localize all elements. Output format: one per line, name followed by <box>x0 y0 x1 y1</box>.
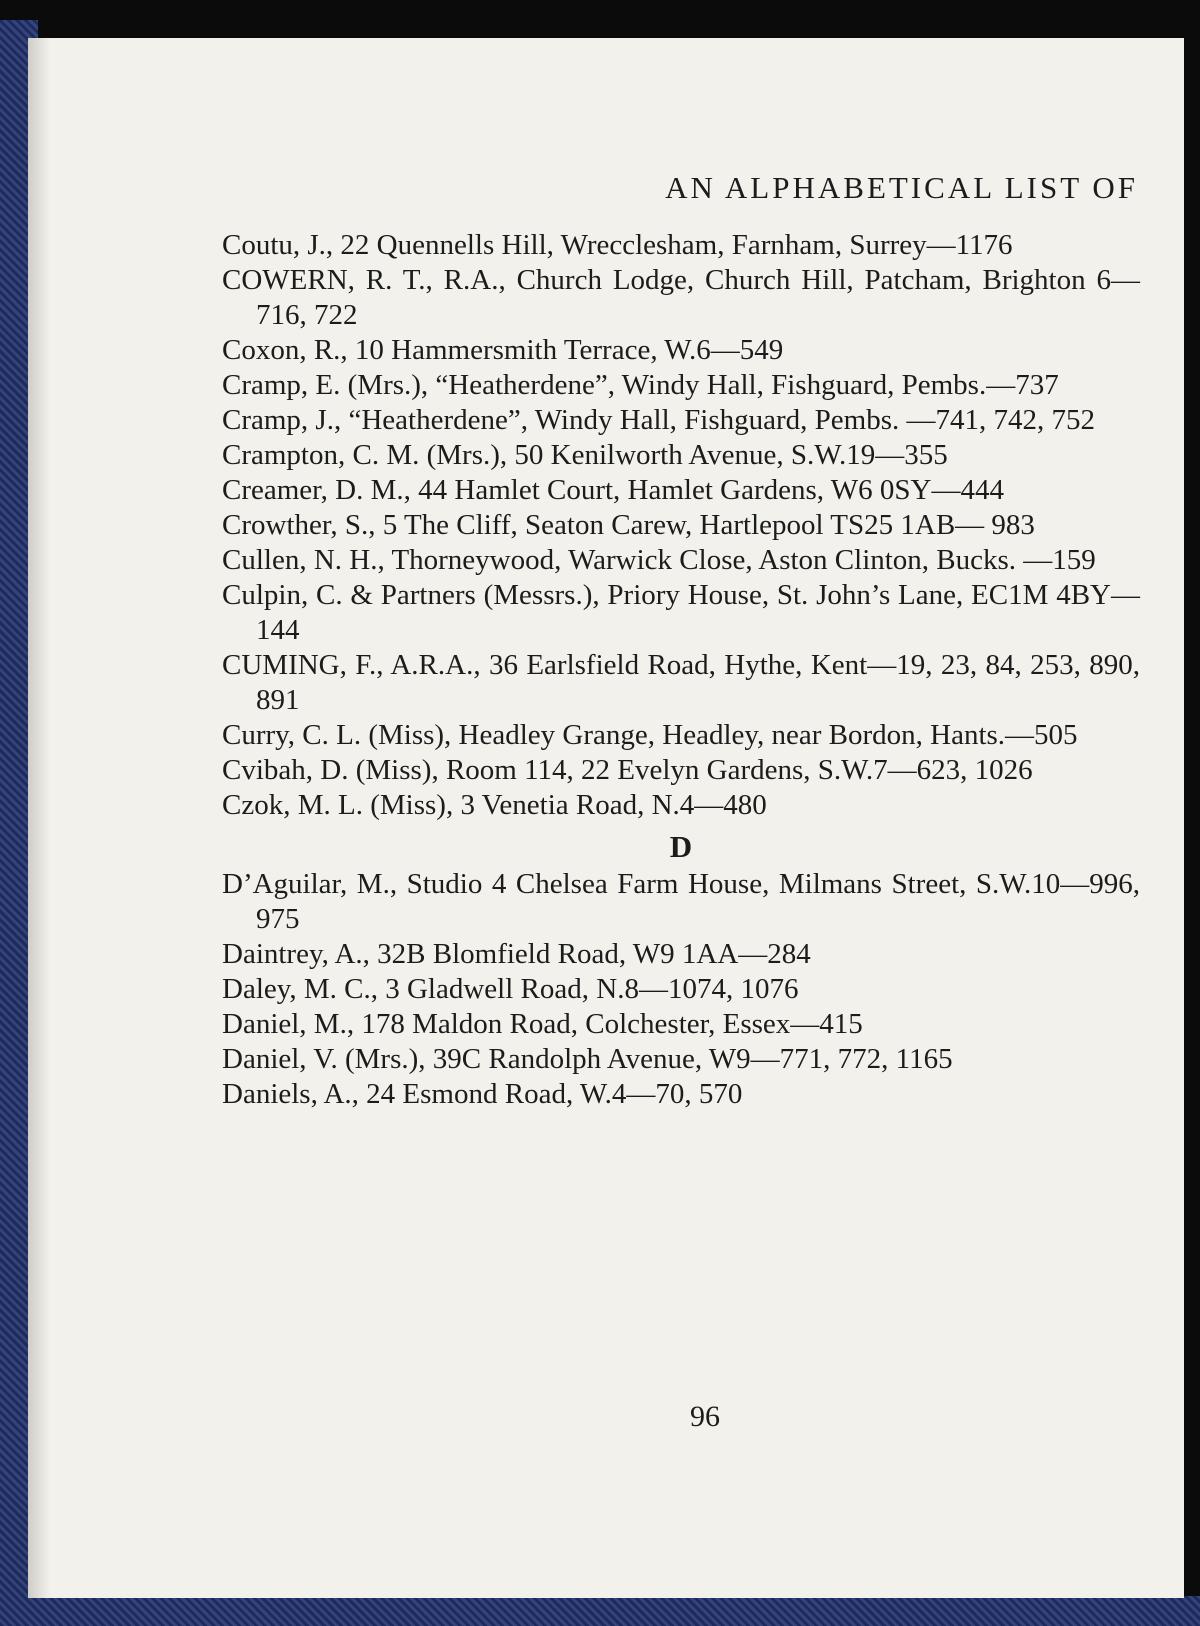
list-entry: D’Aguilar, M., Studio 4 Chelsea Farm House, Milmans Street, S.W.10—996, 975 <box>222 868 1140 935</box>
list-entry: Cvibah, D. (Miss), Room 114, 22 Evelyn Gardens, S.W.7—623, 1026 <box>222 754 1033 786</box>
page-number: 96 <box>690 1400 720 1433</box>
list-entry: Creamer, D. M., 44 Hamlet Court, Hamlet Gardens, W6 0SY—444 <box>222 474 1004 506</box>
page-content <box>222 170 1140 1112</box>
page-gutter-shadow <box>28 38 50 1598</box>
list-entry: Czok, M. L. (Miss), 3 Venetia Road, N.4—480 <box>222 789 767 821</box>
list-entry: Daintrey, A., 32B Blomfield Road, W9 1AA—284 <box>222 938 811 970</box>
list-entry: Cullen, N. H., Thorneywood, Warwick Close, Aston Clinton, Bucks. —159 <box>222 544 1096 576</box>
list-entry: Coxon, R., 10 Hammersmith Terrace, W.6—549 <box>222 334 784 366</box>
list-entry: Cramp, J., “Heatherdene”, Windy Hall, Fishguard, Pembs. —741, 742, 752 <box>222 404 1095 436</box>
entries-c-list <box>222 228 1140 823</box>
section-heading-d: D <box>669 829 693 864</box>
list-entry: COWERN, R. T., R.A., Church Lodge, Church Hill, Patcham, Brighton 6—716, 722 <box>222 264 1140 331</box>
list-entry: Curry, C. L. (Miss), Headley Grange, Headley, near Bordon, Hants.—505 <box>222 719 1078 751</box>
list-entry: CUMING, F., A.R.A., 36 Earlsfield Road, Hythe, Kent—19, 23, 84, 253, 890, 891 <box>222 649 1140 716</box>
entries-d-list <box>222 867 1140 1112</box>
book-cover-bottom <box>0 1596 1200 1626</box>
running-title: AN ALPHABETICAL LIST OF <box>665 170 1138 205</box>
list-entry: Cramp, E. (Mrs.), “Heatherdene”, Windy Hall, Fishguard, Pembs.—737 <box>222 369 1059 401</box>
list-entry: Daniels, A., 24 Esmond Road, W.4—70, 570 <box>222 1078 743 1110</box>
list-entry: Daniel, V. (Mrs.), 39C Randolph Avenue, W9—771, 772, 1165 <box>222 1043 953 1075</box>
list-entry: Culpin, C. & Partners (Messrs.), Priory House, St. John’s Lane, EC1M 4BY—144 <box>222 579 1140 646</box>
list-entry: Daniel, M., 178 Maldon Road, Colchester, Essex—415 <box>222 1008 863 1040</box>
list-entry: Daley, M. C., 3 Gladwell Road, N.8—1074, 1076 <box>222 973 799 1005</box>
list-entry: Crampton, C. M. (Mrs.), 50 Kenilworth Avenue, S.W.19—355 <box>222 439 948 471</box>
list-entry: Crowther, S., 5 The Cliff, Seaton Carew, Hartlepool TS25 1AB— 983 <box>222 509 1035 541</box>
list-entry: Coutu, J., 22 Quennells Hill, Wrecclesham, Farnham, Surrey—1176 <box>222 229 1013 261</box>
